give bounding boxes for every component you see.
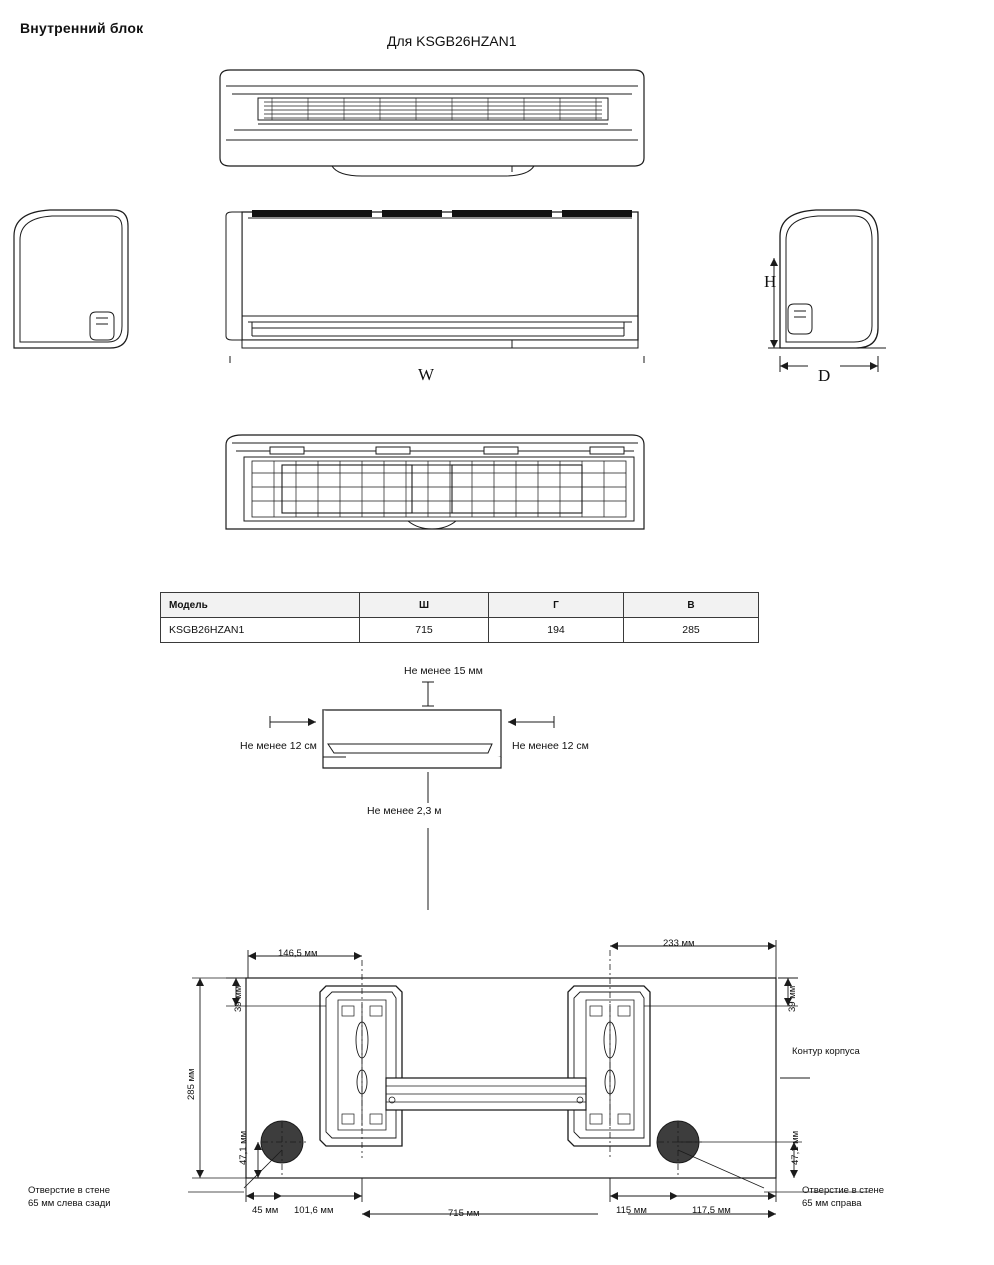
note-hole-left xyxy=(28,1184,111,1210)
dim-left-top-label: 146,5 мм xyxy=(278,948,318,959)
dim-right-hole-vert-label: 47,1 мм xyxy=(790,1130,801,1165)
dim-right-edge-top-label: 39 мм xyxy=(787,985,798,1012)
table-header-width: Ш xyxy=(360,593,489,618)
clearance-diagram xyxy=(230,660,750,925)
page-title: Внутренний блок xyxy=(20,20,144,36)
clearance-top-label: Не менее 15 мм xyxy=(404,665,483,677)
note-contour-label: Контур корпуса xyxy=(792,1046,860,1057)
dim-bottom-right-b-label: 117,5 мм xyxy=(692,1205,731,1216)
spec-table xyxy=(160,592,759,643)
cell-depth: 194 xyxy=(489,618,624,643)
clearance-floor-label: Не менее 2,3 м xyxy=(367,805,442,817)
width-dimension-label: W xyxy=(418,365,435,384)
dim-overall-height-label: 285 мм xyxy=(186,1068,197,1100)
dim-right-top-label: 233 мм xyxy=(663,938,695,949)
cell-width: 715 xyxy=(360,618,489,643)
note-hole-right xyxy=(802,1184,884,1210)
dim-left-hole-vert-label: 47,1 мм xyxy=(238,1130,249,1165)
table-header-model: Модель xyxy=(161,593,360,618)
clearance-left-label: Не менее 12 см xyxy=(240,740,317,752)
top-view-drawing xyxy=(212,62,652,177)
spec-table-container xyxy=(160,592,759,643)
dim-bottom-left-a-label: 45 мм xyxy=(252,1205,279,1216)
height-dimension-label: H xyxy=(764,272,777,291)
note-hole-left-line1: Отверстие в стене xyxy=(28,1185,111,1196)
depth-dimension-label: D xyxy=(818,366,831,385)
clearance-right-label: Не менее 12 см xyxy=(512,740,589,752)
dim-bottom-total-label: 715 мм xyxy=(448,1208,480,1219)
note-hole-right-line1: Отверстие в стене xyxy=(802,1185,885,1196)
cell-height: 285 xyxy=(624,618,759,643)
dim-bottom-right-a-label: 115 мм xyxy=(616,1205,647,1216)
left-side-view-drawing xyxy=(10,200,140,360)
mounting-plate-diagram xyxy=(178,930,898,1230)
note-hole-left-line2: 65 мм слева сзади xyxy=(28,1198,111,1209)
table-header-depth: Г xyxy=(489,593,624,618)
dim-left-edge-top-label: 39 мм xyxy=(233,985,244,1012)
dim-bottom-left-b-label: 101,6 мм xyxy=(294,1205,334,1216)
table-row xyxy=(161,618,759,643)
table-header-row xyxy=(161,593,759,618)
front-view-drawing xyxy=(212,198,652,363)
note-hole-right-line2: 65 мм справа xyxy=(802,1198,862,1209)
bottom-view-drawing xyxy=(212,425,652,545)
right-side-view-drawing xyxy=(760,198,900,388)
cell-model: KSGB26HZAN1 xyxy=(161,618,360,643)
model-caption: Для KSGB26HZAN1 xyxy=(387,33,517,49)
table-header-height: В xyxy=(624,593,759,618)
